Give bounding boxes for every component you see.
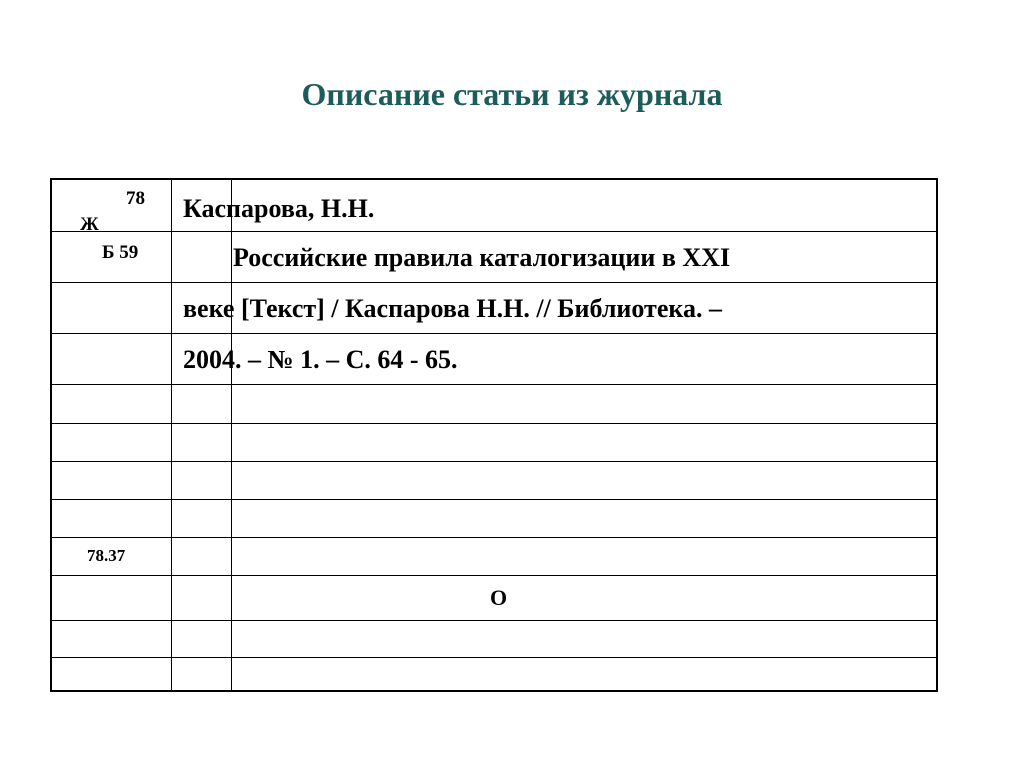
card-heading: Каспарова, Н.Н.	[183, 194, 375, 223]
card-rule	[52, 620, 936, 621]
card-rule	[52, 384, 936, 385]
card-hole-mark: О	[490, 585, 508, 610]
card-rule	[52, 575, 936, 576]
card-rule	[52, 231, 936, 232]
slide-title: Описание статьи из журнала	[301, 76, 723, 112]
classification-index-top: 78	[126, 188, 145, 209]
description-line: 2004. – № 1. – С. 64 - 65.	[183, 345, 458, 374]
description-line: Российские правила каталогизации в XXI	[233, 243, 731, 272]
card-rule	[52, 499, 936, 500]
card-rule	[52, 537, 936, 538]
classification-index-bottom: 78.37	[87, 546, 126, 565]
catalog-card	[50, 178, 938, 692]
card-rule	[52, 282, 936, 283]
author-mark: Б 59	[102, 242, 139, 263]
card-rule	[52, 657, 936, 658]
card-margin-line	[231, 180, 232, 690]
description-line: веке [Текст] / Каспарова Н.Н. // Библиотека. –	[183, 294, 722, 323]
card-rule	[52, 333, 936, 334]
card-rule	[52, 423, 936, 424]
card-margin-line	[171, 180, 172, 690]
classification-index-letter: Ж	[80, 214, 99, 235]
card-rule	[52, 461, 936, 462]
